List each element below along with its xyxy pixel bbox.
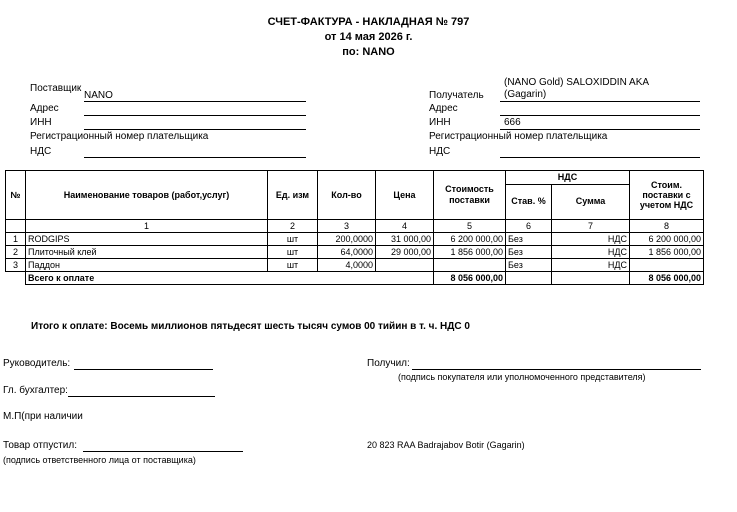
row-vat-rate: Без <box>506 233 552 246</box>
total-label: Всего к оплате <box>26 272 434 285</box>
row-name: Паддон <box>26 259 268 272</box>
col-number: 5 <box>434 220 506 233</box>
director-sign-line <box>74 369 213 370</box>
row-num: 2 <box>6 246 26 259</box>
supplier-label: Поставщик <box>30 83 82 94</box>
col-vat-sum-header: Сумма <box>552 184 630 219</box>
col-unit-header: Ед. изм <box>268 171 318 220</box>
col-number <box>6 220 26 233</box>
table-row <box>6 233 704 246</box>
col-number: 4 <box>376 220 434 233</box>
total-with-vat: 8 056 000,00 <box>630 272 704 285</box>
recipient-address-line <box>500 115 700 116</box>
director-label: Руководитель: <box>3 358 71 369</box>
invoice-date: от 14 мая 2026 г. <box>324 31 413 43</box>
row-qty: 64,0000 <box>318 246 376 259</box>
row-qty: 200,0000 <box>318 233 376 246</box>
col-numbers-row <box>6 220 704 233</box>
recipient-vat-label: НДС <box>429 146 451 157</box>
recipient-value-1: (NANO Gold) SALOXIDDIN AKA <box>504 77 650 88</box>
row-unit: шт <box>268 233 318 246</box>
col-number: 2 <box>268 220 318 233</box>
received-note: (подпись покупателя или уполномоченного представителя) <box>398 372 646 382</box>
col-number: 8 <box>630 220 704 233</box>
accountant-label: Гл. бухгалтер: <box>3 385 68 396</box>
col-price-header: Цена <box>376 171 434 220</box>
stamp-label: М.П(при наличии <box>3 411 83 422</box>
supplier-inn-line <box>84 129 306 130</box>
accountant-sign-line <box>68 396 215 397</box>
recipient-reg-label: Регистрационный номер плательщика <box>429 131 608 142</box>
released-sign-line <box>83 451 243 452</box>
row-name: Плиточный клей <box>26 246 268 259</box>
col-name-header: Наименование товаров (работ,услуг) <box>26 171 268 220</box>
row-vat-sum: НДС <box>552 259 630 272</box>
row-cost: 1 856 000,00 <box>434 246 506 259</box>
table-row <box>6 259 704 272</box>
released-label: Товар отпустил: <box>3 440 77 451</box>
recipient-line <box>500 101 700 102</box>
col-vat-header: НДС <box>506 171 630 185</box>
row-vat-sum: НДС <box>552 233 630 246</box>
row-unit: шт <box>268 246 318 259</box>
row-name: RODGIPS <box>26 233 268 246</box>
recipient-value-2: (Gagarin) <box>504 89 547 100</box>
row-vat-sum: НДС <box>552 246 630 259</box>
items-table <box>5 170 704 285</box>
row-cost <box>434 259 506 272</box>
supplier-vat-label: НДС <box>30 146 52 157</box>
total-row <box>6 272 704 285</box>
received-label: Получил: <box>367 358 410 369</box>
supplier-value: NANO <box>84 90 113 101</box>
supplier-inn-label: ИНН <box>30 117 52 128</box>
recipient-vat-line <box>500 157 700 158</box>
row-vat-rate: Без <box>506 259 552 272</box>
row-total <box>630 259 704 272</box>
supplier-line <box>84 101 306 102</box>
recipient-inn-value: 666 <box>504 117 521 128</box>
row-qty: 4,0000 <box>318 259 376 272</box>
col-number: 1 <box>26 220 268 233</box>
recipient-inn-line <box>500 129 700 130</box>
row-total: 6 200 000,00 <box>630 233 704 246</box>
col-vat-rate-header: Став. % <box>506 184 552 219</box>
row-num: 3 <box>6 259 26 272</box>
supplier-address-line <box>84 115 306 116</box>
summary-text: Итого к оплате: Восемь миллионов пятьдесят шесть тысяч сумов 00 тийин в т. ч. НДС 0 <box>31 321 470 332</box>
row-unit: шт <box>268 259 318 272</box>
recipient-label: Получатель <box>429 90 484 101</box>
invoice-title: СЧЕТ-ФАКТУРА - НАКЛАДНАЯ № 797 <box>267 16 470 28</box>
col-num-header: № <box>6 171 26 220</box>
supplier-address-label: Адрес <box>30 103 59 114</box>
released-note: (подпись ответственного лица от поставщика) <box>3 455 196 465</box>
row-num: 1 <box>6 233 26 246</box>
row-vat-rate: Без <box>506 246 552 259</box>
supplier-reg-label: Регистрационный номер плательщика <box>30 131 209 142</box>
col-number: 3 <box>318 220 376 233</box>
invoice-contract: по: NANO <box>342 46 395 58</box>
col-qty-header: Кол-во <box>318 171 376 220</box>
row-total: 1 856 000,00 <box>630 246 704 259</box>
receiver-info: 20 823 RAA Badrajabov Botir (Gagarin) <box>367 440 525 450</box>
recipient-address-label: Адрес <box>429 103 458 114</box>
col-number: 7 <box>552 220 630 233</box>
row-price: 29 000,00 <box>376 246 434 259</box>
received-sign-line <box>412 369 701 370</box>
total-cost: 8 056 000,00 <box>434 272 506 285</box>
col-total-header: Стоим. поставки с учетом НДС <box>630 171 704 220</box>
col-number: 6 <box>506 220 552 233</box>
row-price <box>376 259 434 272</box>
recipient-inn-label: ИНН <box>429 117 451 128</box>
row-cost: 6 200 000,00 <box>434 233 506 246</box>
col-cost-header: Стоимость поставки <box>434 171 506 220</box>
row-price: 31 000,00 <box>376 233 434 246</box>
table-row <box>6 246 704 259</box>
supplier-vat-line <box>84 157 306 158</box>
